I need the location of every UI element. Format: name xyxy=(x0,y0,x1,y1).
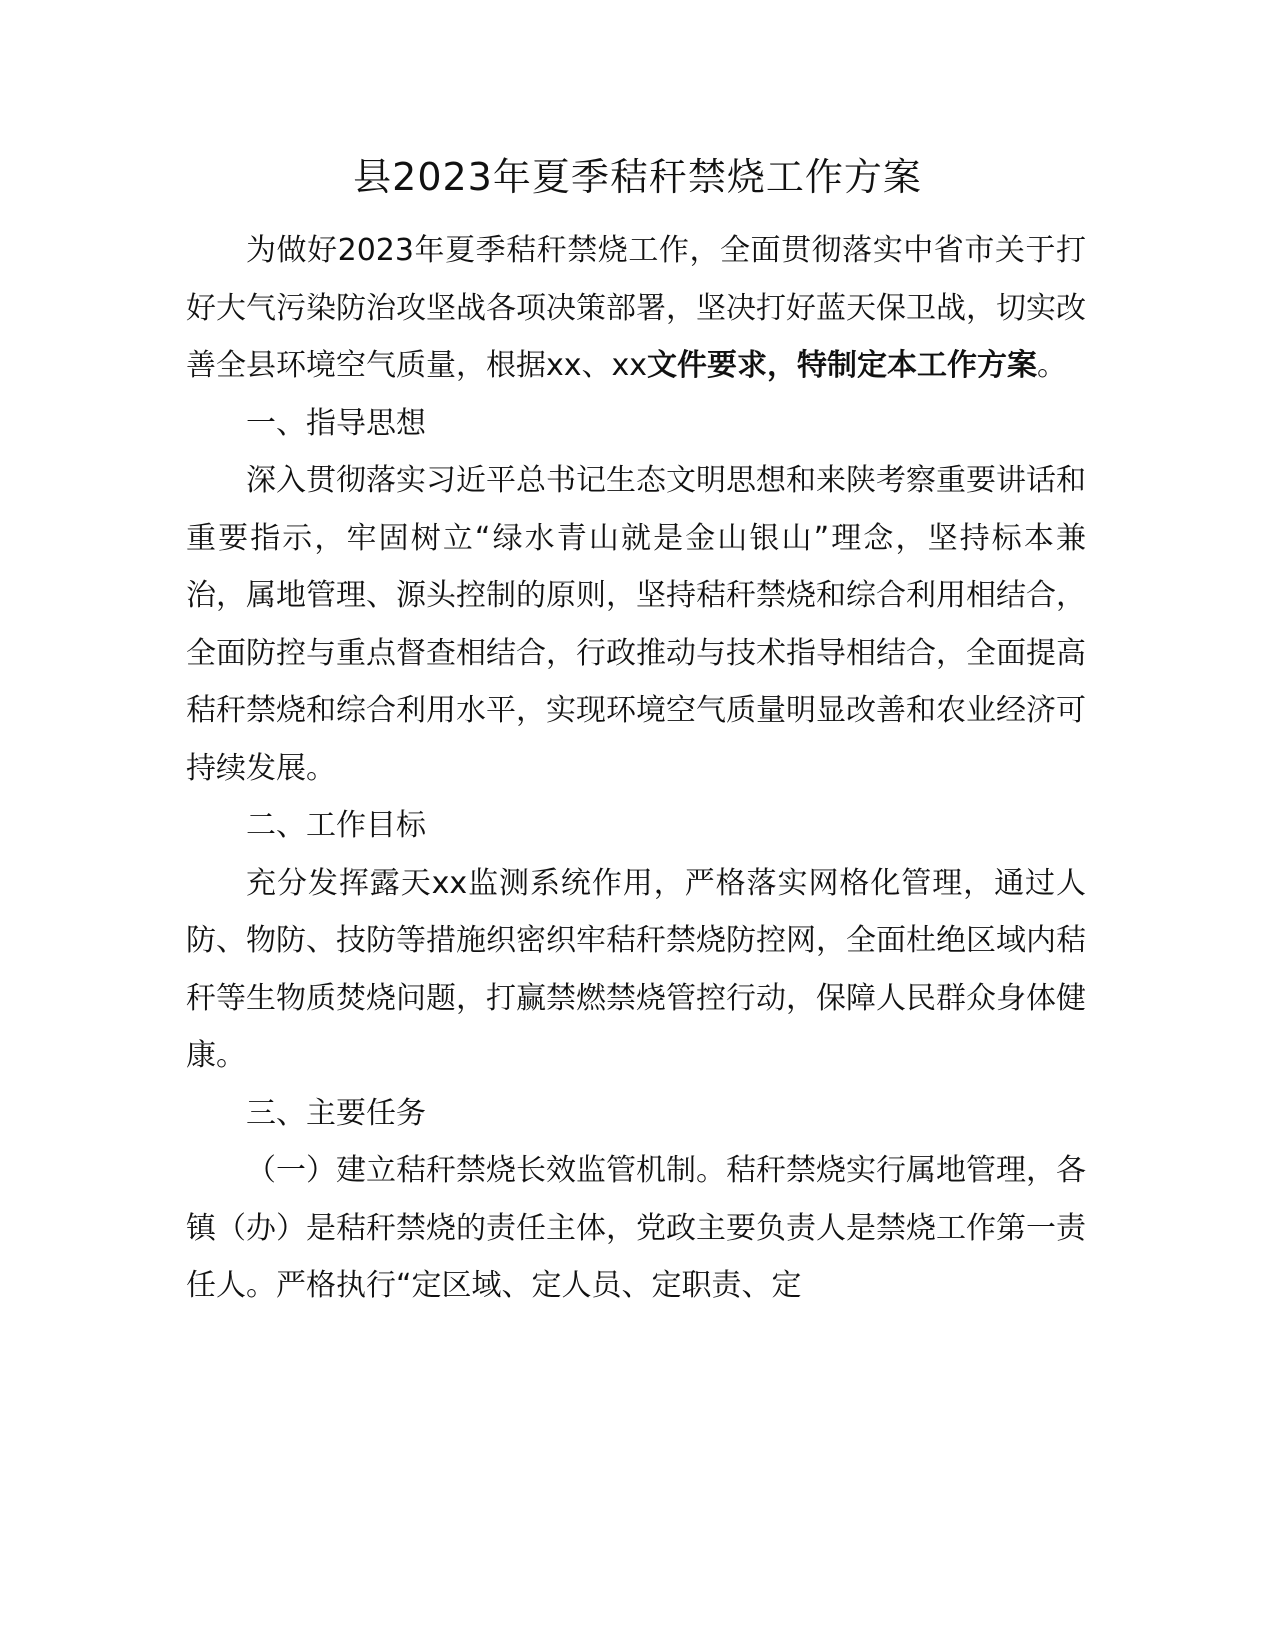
section-heading-guiding-ideology: 一、指导思想 xyxy=(246,405,426,441)
intro-paragraph xyxy=(186,222,1086,395)
section-paragraph-main-tasks: （一）建立秸秆禁烧长效监管机制。秸秆禁烧实行属地管理，各镇（办）是秸秆禁烧的责任主体，党政主要负责人是禁烧工作第一责任人。严格执行“定区域、定人员、定职责、定 xyxy=(186,1153,1086,1303)
document-title: 县2023年夏季秸秆禁烧工作方案 xyxy=(353,155,922,199)
intro-end: 。 xyxy=(1037,348,1068,383)
section-paragraph-work-goals: 充分发挥露天xx监测系统作用，严格落实网格化管理，通过人防、物防、技防等措施织密织牢秸秆禁烧防控网，全面杜绝区域内秸秆等生物质焚烧问题，打赢禁燃禁烧管控行动，保障人民群众身体健康。 xyxy=(186,865,1086,1073)
document-body xyxy=(186,222,1086,1315)
intro-bold-text: 文件要求，特制定本工作方案 xyxy=(647,348,1038,383)
section-heading-work-goals: 二、工作目标 xyxy=(246,808,426,843)
section-paragraph-guiding-ideology: 深入贯彻落实习近平总书记生态文明思想和来陕考察重要讲话和重要指示，牢固树立“绿水青山就是金山银山”理念，坚持标本兼治，属地管理、源头控制的原则，坚持秸秆禁烧和综合利用相结合，全面防控与重点督查相结合，行政推动与技术指导相结合，全面提高秸秆禁烧和综合利用水平，实现环境空气质量明显改善和农业经济可持续发展。 xyxy=(186,463,1086,786)
intro-text: 为做好2023年夏季秸秆禁烧工作，全面贯彻落实中省市关于打好大气污染防治攻坚战各项决策部署，坚决打好蓝天保卫战，切实改善全县环境空气质量，根据xx、xx xyxy=(186,233,1086,383)
section-heading-main-tasks: 三、主要任务 xyxy=(246,1095,426,1131)
